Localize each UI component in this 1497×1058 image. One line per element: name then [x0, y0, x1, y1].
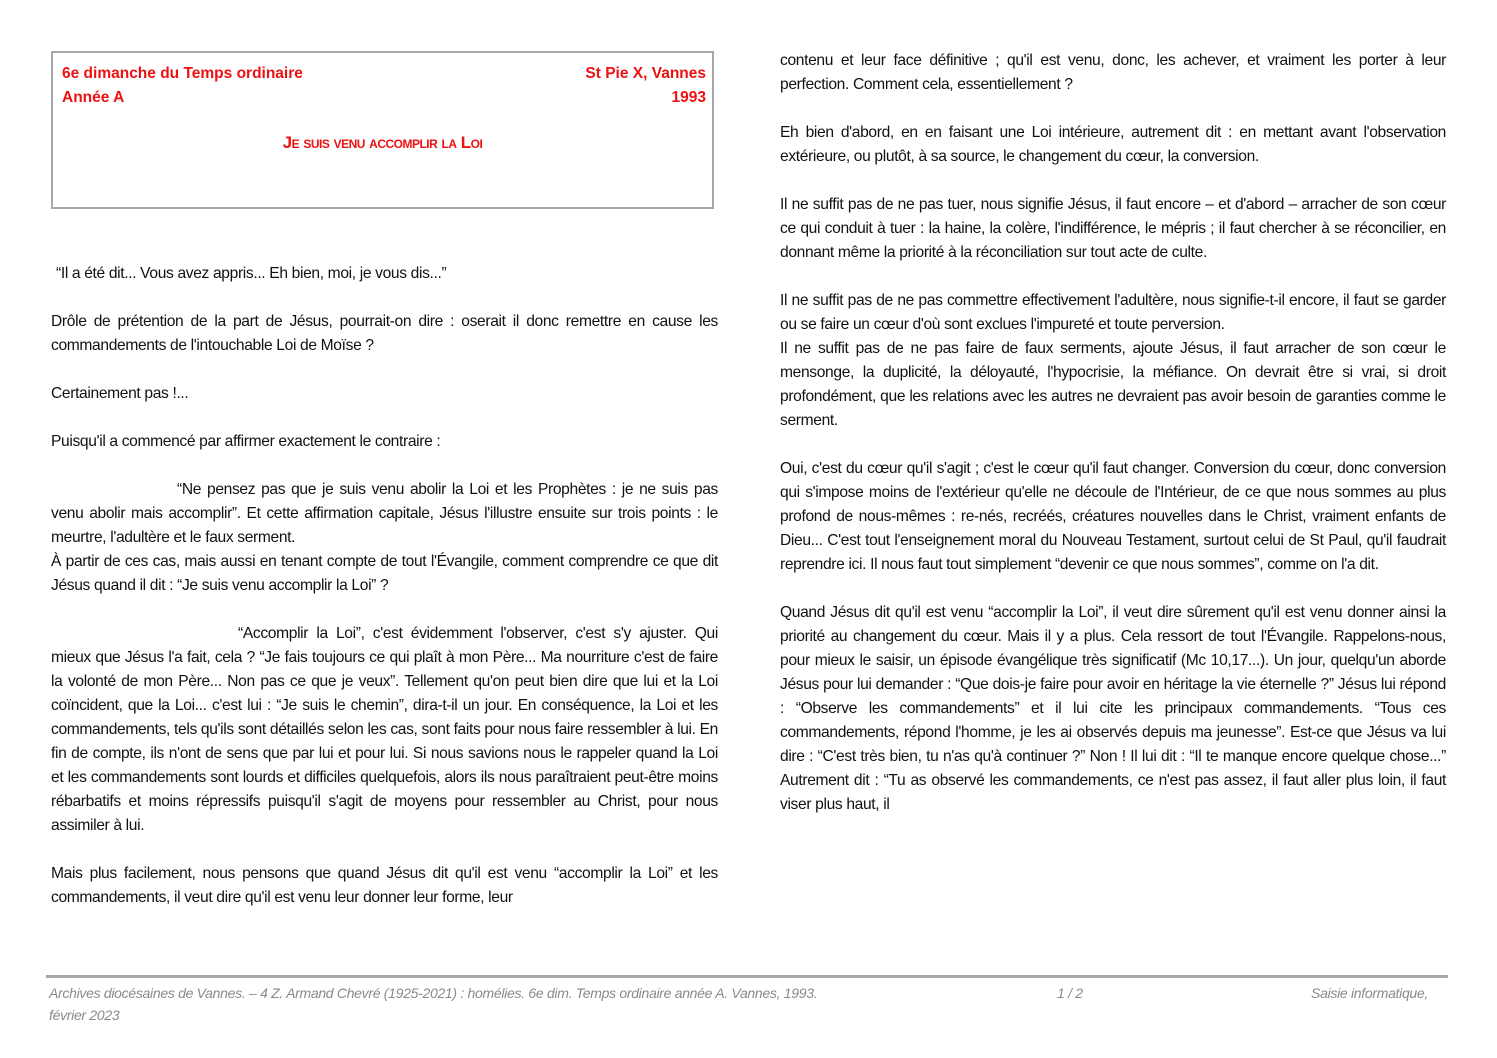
- liturgical-day: 6e dimanche du Temps ordinaire: [62, 65, 303, 82]
- header-left: [62, 62, 303, 110]
- parish-location: St Pie X, Vannes: [585, 65, 706, 82]
- paragraph: Drôle de prétention de la part de Jésus, pourrait-on dire : oserait il donc remettre en cause les commandements de l'intouchable Loi de Moïse ?: [51, 313, 718, 354]
- footer-date: février 2023: [49, 1007, 120, 1023]
- right-column: [780, 49, 1446, 841]
- paragraph: Oui, c'est du cœur qu'il s'agit ; c'est le cœur qu'il faut changer. Conversion du cœur, donc conversion qui s'impose moins de l'extérieur qu'elle ne découle de l'Intérieur, de ce que nous sommes au plus profond de nous-mêmes : re-nés, recréés, créatures nouvelles dans le Christ, vraiment enfants de Dieu... C'est tout l'enseignement moral du Nouveau Testament, surtout celui de St Paul, qu'il faudrait reprendre ici. Il nous faut tout simplement “devenir ce que nous sommes”, comme on l'a dit.: [780, 460, 1446, 573]
- paragraph: Il ne suffit pas de ne pas faire de faux serments, ajoute Jésus, il faut arracher de son cœur le mensonge, la duplicité, la déloyauté, l'hypocrisie, la méfiance. On devrait être si vrai, si droit profondément, que les relations avec les autres ne devraient pas avoir besoin de garanties comme le serment.: [780, 340, 1446, 429]
- paragraph: Puisqu'il a commencé par affirmer exactement le contraire :: [51, 433, 441, 450]
- paragraph: Il ne suffit pas de ne pas commettre effectivement l'adultère, nous signifie-t-il encore, il faut se garder ou se faire un cœur d'où sont exclues l'impureté et toute perversion.: [780, 292, 1446, 333]
- paragraph: Certainement pas !...: [51, 385, 189, 402]
- footer: [49, 982, 1444, 1026]
- paragraph: contenu et leur face définitive ; qu'il est venu, donc, les achever, et vraiment les porter à leur perfection. Comment cela, essentiellement ?: [780, 52, 1446, 93]
- paragraph: À partir de ces cas, mais aussi en tenant compte de tout l'Évangile, comment comprendre ce que dit Jésus quand il dit : “Je suis venu accomplir la Loi” ?: [51, 553, 718, 594]
- paragraph: Eh bien d'abord, en en faisant une Loi intérieure, autrement dit : en mettant avant l'observation extérieure, ou plutôt, à sa source, le changement du cœur, la conversion.: [780, 124, 1446, 165]
- paragraph: “Accomplir la Loi”, c'est évidemment l'observer, c'est s'y ajuster. Qui mieux que Jésus l'a fait, cela ? “Je fais toujours ce qui plaît à mon Père... Ma nourriture c'est de faire la volonté de mon Père... Non pas ce que je veux”. Tellement qu'on peut bien dire que lui et la Loi coïncident, que la Loi... c'est lui : “Je suis le chemin”, dira-t-il un jour. En conséquence, la Loi et les commandements, tels qu'ils sont détaillés selon les cas, sont faits pour nous faire ressembler à lui. En fin de compte, ils n'ont de sens que par lui et pour lui. Si nous savions nous le rappeler quand la Loi et les commandements sont lourds et difficiles quelquefois, alors ils nous paraîtraient peut-être moins rébarbatifs et moins répressifs puisqu'il s'agit de moyens pour ressembler au Christ, pour nous assimiler à lui.: [51, 625, 718, 834]
- left-column: [51, 262, 718, 934]
- footer-saisie: Saisie informatique,: [1311, 985, 1428, 1001]
- liturgical-year: Année A: [62, 89, 125, 106]
- footer-divider: [46, 975, 1448, 978]
- page-number: 1 / 2: [1057, 985, 1083, 1001]
- header-box: [51, 51, 714, 209]
- paragraph: “Il a été dit... Vous avez appris... Eh bien, moi, je vous dis...”: [56, 265, 447, 282]
- paragraph: Mais plus facilement, nous pensons que quand Jésus dit qu'il est venu “accomplir la Loi” et les commandements, il veut dire qu'il est venu leur donner leur forme, leur: [51, 865, 718, 906]
- paragraph: Quand Jésus dit qu'il est venu “accomplir la Loi”, il veut dire sûrement qu'il est venu donner ainsi la priorité au changement du cœur. Mais il y a plus. Cela ressort de tout l'Évangile. Rappelons-nous, pour mieux le saisir, un épisode évangélique très significatif (Mc 10,17...). Un jour, quelqu'un aborde Jésus pour lui demander : “Que dois-je faire pour avoir en héritage la vie éternelle ?” Jésus lui répond : “Observe les commandements” et il lui cite les principaux commandements. “Tous ces commandements, répond l'homme, je les ai observés depuis ma jeunesse”. Est-ce que Jésus va lui dire : “C'est très bien, tu n'as qu'à continuer ?” Non ! Il lui dit : “Il te manque encore quelque chose...” Autrement dit : “Tu as observé les commandements, ce n'est pas assez, il faut aller plus loin, il faut viser plus haut, il: [780, 604, 1446, 813]
- paragraph: “Ne pensez pas que je suis venu abolir la Loi et les Prophètes : je ne suis pas venu abolir mais accomplir”. Et cette affirmation capitale, Jésus l'illustre ensuite sur trois points : le meurtre, l'adultère et le faux serment.: [51, 481, 718, 546]
- homily-year: 1993: [671, 89, 706, 106]
- header-right: [585, 62, 706, 110]
- footer-citation: Archives diocésaines de Vannes. – 4 Z. Armand Chevré (1925-2021) : homélies. 6e dim. Temps ordinaire année A. Vannes, 1993.: [49, 985, 818, 1001]
- homily-title: Je suis venu accomplir la Loi: [282, 133, 483, 152]
- paragraph: Il ne suffit pas de ne pas tuer, nous signifie Jésus, il faut encore – et d'abord – arracher de son cœur ce qui conduit à tuer : la haine, la colère, l'indifférence, le mépris ; il faut chercher à se réconcilier, en donnant même la priorité à la réconciliation sur tout acte de culte.: [780, 196, 1446, 261]
